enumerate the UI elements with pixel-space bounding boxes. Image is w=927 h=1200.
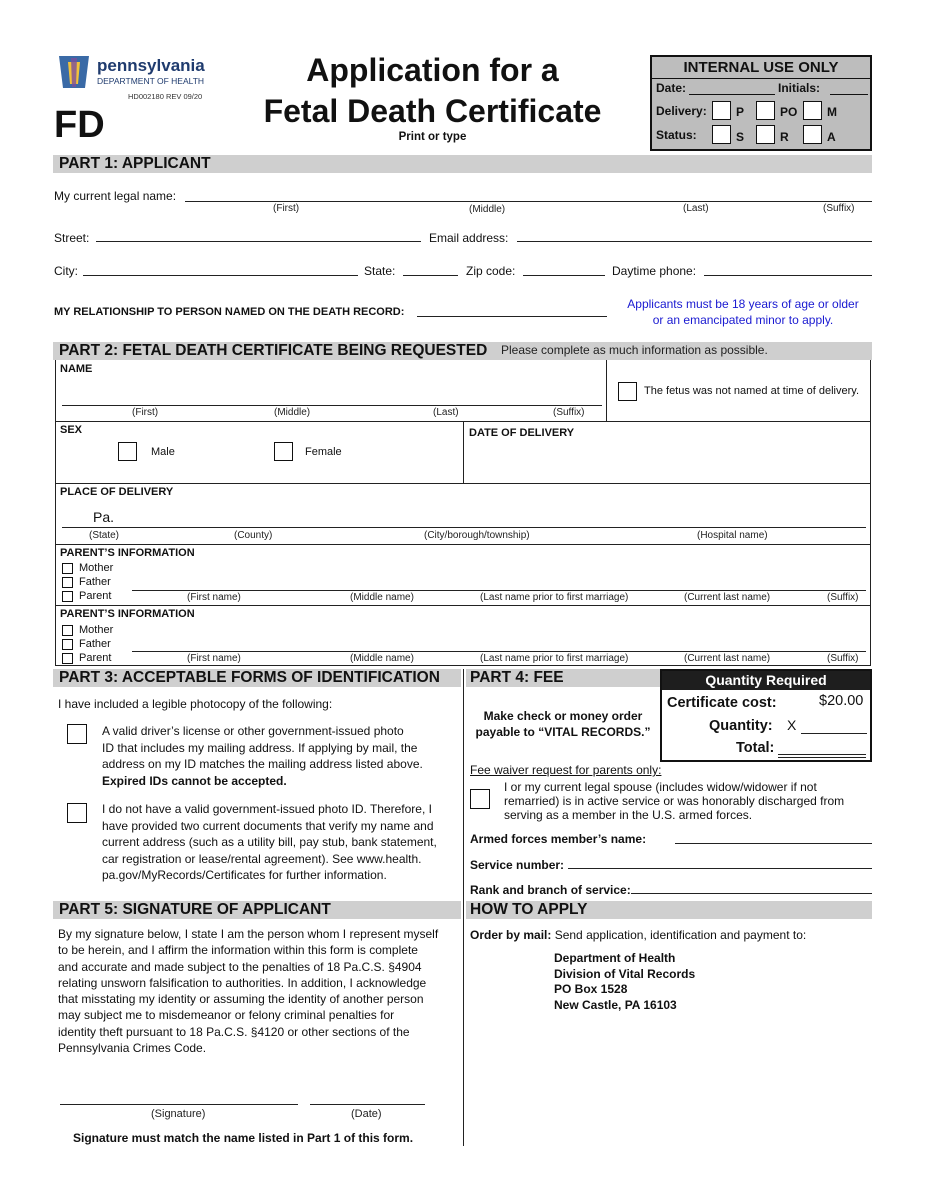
service-number-field[interactable] [568, 868, 872, 869]
relationship-label: MY RELATIONSHIP TO PERSON NAMED ON THE DEATH RECORD: [54, 306, 405, 318]
signature-field[interactable] [60, 1104, 298, 1105]
part3-intro: I have included a legible photocopy of the following: [58, 697, 333, 711]
parent1-name-field[interactable] [132, 590, 866, 591]
part5-heading-bar [53, 901, 461, 919]
delivery-p-label: P [736, 105, 745, 119]
parent2-caption-first: (First name) [187, 653, 241, 664]
statement-line-5: that misstating my identity or assuming the identity of another person [58, 992, 424, 1007]
age-note [613, 296, 873, 328]
status-s-label: S [736, 130, 745, 144]
age-note-line-2: or an emancipated minor to apply. [652, 313, 834, 327]
total-label: Total: [736, 740, 775, 756]
mailing-address [554, 951, 695, 1014]
delivery-m-checkbox[interactable] [803, 101, 822, 120]
name-caption-last: (Last) [433, 407, 459, 418]
id-option2-line-1: I do not have a valid government-issued photo ID. Therefore, I [102, 802, 432, 816]
parent2-caption-current: (Current last name) [684, 653, 771, 664]
part1-heading: PART 1: APPLICANT [59, 155, 211, 172]
quantity-label: Quantity: [709, 718, 773, 734]
quantity-field[interactable] [801, 733, 867, 734]
state-label: State: [364, 264, 396, 278]
caption-first: (First) [273, 203, 300, 214]
status-a-label: A [827, 130, 836, 144]
internal-title: INTERNAL USE ONLY [683, 59, 839, 76]
statement-line-1: By my signature below, I state I am the person whom I represent myself [58, 927, 439, 941]
city-field[interactable] [83, 275, 358, 276]
internal-use-box [650, 55, 872, 151]
id-option2-line-5: pa.gov/MyRecords/Certificates for further information. [102, 868, 387, 882]
parent2-father-label: Father [79, 638, 111, 650]
parent2-mother-label: Mother [79, 624, 114, 636]
address-line-2: Division of Vital Records [554, 966, 696, 981]
waiver-text [504, 780, 844, 822]
part2-note: Please complete as much information as possible. [501, 343, 768, 357]
part4-heading: PART 4: FEE [470, 669, 564, 686]
certificate-cost-label: Certificate cost: [667, 695, 777, 711]
delivery-po-label: PO [780, 105, 798, 119]
parent1-caption-first: (First name) [187, 592, 241, 603]
service-number-label: Service number: [470, 858, 565, 872]
date-of-delivery-label: DATE OF DELIVERY [469, 427, 575, 439]
status-a-checkbox[interactable] [803, 125, 822, 144]
not-named-label: The fetus was not named at time of delivery. [644, 385, 860, 397]
street-label: Street: [54, 231, 90, 245]
parent1-parent-checkbox[interactable] [62, 591, 73, 602]
id-option2-line-2: have provided two current documents that verify my name and [102, 818, 434, 833]
parent1-father-checkbox[interactable] [62, 577, 73, 588]
parent1-caption-suffix: (Suffix) [827, 592, 859, 603]
id-option1-text [102, 723, 423, 789]
name-caption-middle: (Middle) [274, 407, 311, 418]
part5-heading: PART 5: SIGNATURE OF APPLICANT [59, 901, 331, 918]
how-to-apply-heading: HOW TO APPLY [470, 901, 588, 918]
place-field[interactable] [62, 527, 866, 528]
place-caption-city: (City/borough/township) [424, 530, 530, 541]
place-label: PLACE OF DELIVERY [60, 486, 174, 498]
male-label: Male [151, 446, 175, 458]
statement-line-2: to be herein, and I affirm the information within this form is complete [58, 943, 418, 958]
address-line-1: Department of Health [554, 951, 676, 965]
delivery-po-checkbox[interactable] [756, 101, 775, 120]
internal-delivery-label: Delivery: [656, 104, 707, 118]
caption-suffix: (Suffix) [823, 203, 855, 214]
part2-heading: PART 2: FETAL DEATH CERTIFICATE BEING REQUESTED [59, 342, 488, 359]
statement-line-8: Pennsylvania Crimes Code. [58, 1041, 207, 1056]
part2-table [55, 360, 871, 666]
title-line-1: Application for a [306, 52, 559, 88]
delivery-m-label: M [827, 105, 837, 119]
name-caption-first: (First) [132, 407, 159, 418]
name-caption-suffix: (Suffix) [553, 407, 585, 418]
id-option2-line-4: car registration or lease/rental agreement). See www.health. [102, 851, 422, 866]
parent1-parent-label: Parent [79, 590, 112, 602]
signature-date-field[interactable] [310, 1104, 425, 1105]
check-line-2: payable to “VITAL RECORDS.” [475, 725, 651, 739]
female-checkbox[interactable] [274, 442, 293, 461]
keystone-icon [55, 54, 93, 90]
id-option1-line-3: address on my ID matches the mailing address listed above. [102, 757, 423, 771]
status-r-checkbox[interactable] [756, 125, 775, 144]
part1-heading-bar [53, 155, 872, 173]
id-option1-bold: Expired IDs cannot be accepted. [102, 773, 287, 788]
place-caption-state: (State) [89, 530, 120, 541]
email-label: Email address: [429, 231, 509, 245]
parent2-parent-label: Parent [79, 652, 112, 664]
street-field[interactable] [96, 241, 421, 242]
subtitle: Print or type [398, 131, 467, 143]
parent1-label: PARENT’S INFORMATION [60, 547, 195, 559]
parent1-caption-current: (Current last name) [684, 592, 771, 603]
order-text: Send application, identification and payment to: [554, 928, 807, 942]
statement-line-4: relating unsworn falsification to authorities. In addition, I acknowledge [58, 975, 427, 990]
sex-label: SEX [60, 424, 83, 436]
internal-date-label: Date: [656, 81, 687, 95]
date-of-delivery-field[interactable] [468, 442, 868, 480]
certificate-cost-value: $20.00 [819, 693, 864, 709]
fetus-name-field[interactable] [62, 405, 602, 406]
id-option1-line-2: ID that includes my mailing address. If applying by mail, the [102, 740, 418, 755]
state-field[interactable] [403, 275, 458, 276]
order-by-mail [470, 928, 806, 942]
part3-heading-bar [53, 669, 461, 687]
date-caption: (Date) [351, 1108, 382, 1120]
female-label: Female [305, 446, 342, 458]
parent2-name-field[interactable] [132, 651, 866, 652]
waiver-checkbox[interactable] [470, 789, 490, 809]
city-label: City: [54, 264, 78, 278]
title-line-2: Fetal Death Certificate [263, 93, 602, 129]
page-title [250, 50, 615, 143]
id-option2-line-3: current address (such as a utility bill, pay stub, bank statement, [102, 835, 437, 849]
parent1-caption-middle: (Middle name) [350, 592, 414, 603]
quantity-x: X [787, 717, 797, 733]
check-line-1: Make check or money order [483, 709, 643, 723]
pa-logo [55, 54, 215, 94]
signature-statement [58, 926, 438, 1056]
name-label: NAME [60, 363, 93, 375]
rank-field[interactable] [631, 893, 872, 894]
caption-middle: (Middle) [469, 204, 506, 215]
id-option1-line-1: A valid driver’s license or other government-issued photo [102, 724, 404, 738]
parent2-caption-suffix: (Suffix) [827, 653, 859, 664]
address-line-3: PO Box 1528 [554, 982, 628, 997]
logo-wordmark: pennsylvania [97, 56, 205, 75]
statement-line-3: and accurate and made subject to the penalties of 18 Pa.C.S. §4904 [58, 959, 422, 974]
how-to-apply-heading-bar [466, 901, 872, 919]
order-label: Order by mail: [470, 928, 552, 942]
parent2-caption-middle: (Middle name) [350, 653, 414, 664]
parent1-caption-maiden: (Last name prior to first marriage) [480, 592, 629, 603]
parent2-parent-checkbox[interactable] [62, 653, 73, 664]
form-abbr: FD [54, 104, 105, 146]
internal-status-label: Status: [656, 128, 697, 142]
delivery-p-checkbox[interactable] [712, 101, 731, 120]
legal-name-label: My current legal name: [54, 189, 177, 203]
total-field[interactable] [778, 754, 866, 755]
signature-caption: (Signature) [151, 1108, 206, 1120]
waiver-title: Fee waiver request for parents only: [470, 763, 662, 777]
caption-last: (Last) [683, 203, 709, 214]
part2-heading-bar [53, 342, 872, 360]
armed-forces-label: Armed forces member’s name: [470, 832, 647, 846]
not-named-checkbox[interactable] [618, 382, 637, 401]
age-note-line-1: Applicants must be 18 years of age or older [627, 297, 859, 311]
address-line-4: New Castle, PA 16103 [554, 998, 677, 1013]
signature-footer: Signature must match the name listed in Part 1 of this form. [73, 1131, 414, 1145]
waiver-line-3: serving as a member in the U.S. armed forces. [504, 808, 753, 822]
waiver-line-2: remarried) is in active service or was honorably discharged from [504, 794, 845, 808]
check-instructions [470, 708, 656, 740]
parent2-caption-maiden: (Last name prior to first marriage) [480, 653, 629, 664]
logo-dept: DEPARTMENT OF HEALTH [97, 76, 205, 86]
parent2-father-checkbox[interactable] [62, 639, 73, 650]
id-option2-text [102, 801, 437, 884]
armed-forces-field[interactable] [675, 843, 872, 844]
waiver-line-1: I or my current legal spouse (includes widow/widower if not [504, 780, 817, 794]
statement-line-6: may subject me to misdemeanor or felony criminal penalties for [58, 1008, 395, 1023]
status-s-checkbox[interactable] [712, 125, 731, 144]
male-checkbox[interactable] [118, 442, 137, 461]
id-option1-checkbox[interactable] [67, 724, 87, 744]
parent1-mother-label: Mother [79, 562, 114, 574]
column-divider [463, 669, 464, 1146]
statement-line-7: identity theft pursuant to 18 Pa.C.S. §4120 or other sections of the [58, 1024, 410, 1039]
phone-label: Daytime phone: [612, 264, 697, 278]
part4-heading-bar [466, 669, 660, 687]
zip-field[interactable] [523, 275, 605, 276]
quantity-required-header: Quantity Required [662, 671, 870, 690]
parent2-label: PARENT’S INFORMATION [60, 608, 195, 620]
form-code: HD002180 REV 09/20 [128, 92, 203, 101]
quantity-box [660, 669, 872, 762]
legal-name-field[interactable] [185, 201, 872, 202]
parent2-mother-checkbox[interactable] [62, 625, 73, 636]
email-field[interactable] [517, 241, 872, 242]
place-caption-county: (County) [234, 530, 273, 541]
status-r-label: R [780, 130, 789, 144]
rank-label: Rank and branch of service: [470, 883, 631, 897]
state-value: Pa. [93, 509, 115, 525]
zip-label: Zip code: [466, 264, 516, 278]
place-caption-hospital: (Hospital name) [697, 530, 768, 541]
part3-heading: PART 3: ACCEPTABLE FORMS OF IDENTIFICATION [59, 669, 440, 686]
parent1-father-label: Father [79, 576, 111, 588]
parent1-mother-checkbox[interactable] [62, 563, 73, 574]
id-option2-checkbox[interactable] [67, 803, 87, 823]
phone-field[interactable] [704, 275, 872, 276]
relationship-field[interactable] [417, 316, 607, 317]
internal-initials-label: Initials: [778, 81, 821, 95]
